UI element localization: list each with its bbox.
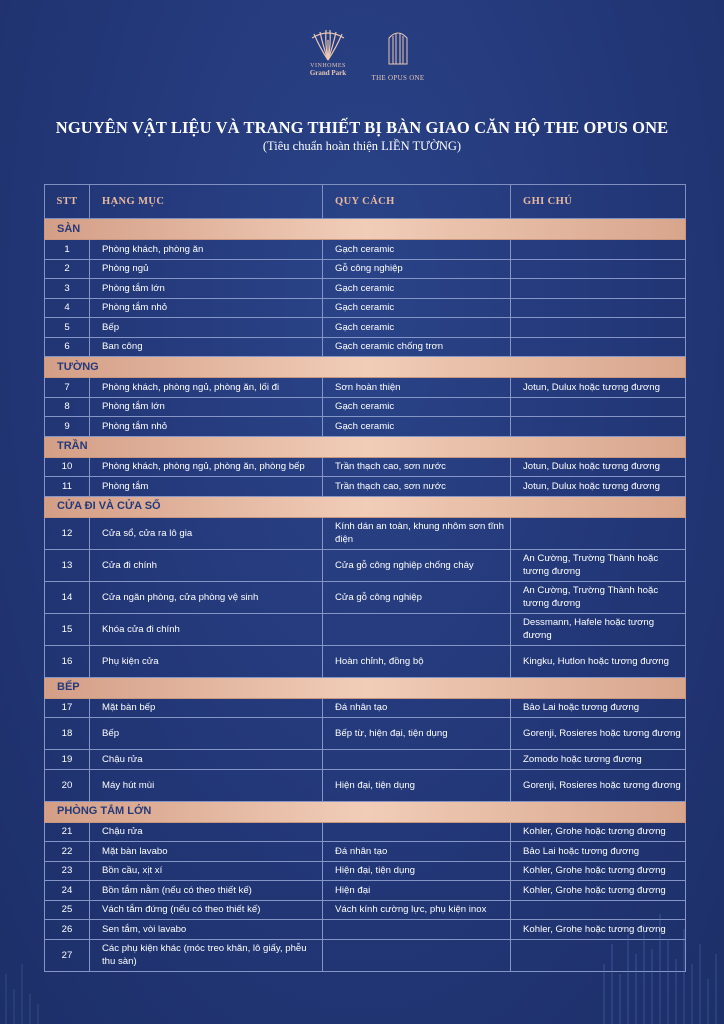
cell-note: Kohler, Grohe hoặc tương đương	[511, 861, 686, 881]
cell-spec	[323, 613, 511, 645]
cell-item: Mặt bàn bếp	[90, 698, 323, 718]
cell-item: Chậu rửa	[90, 822, 323, 842]
cell-stt: 12	[45, 517, 90, 549]
cell-spec: Gạch ceramic chống trơn	[323, 337, 511, 357]
cell-spec: Trần thạch cao, sơn nước	[323, 457, 511, 477]
cell-item: Chậu rửa	[90, 750, 323, 770]
table-row	[45, 581, 686, 613]
cell-stt: 21	[45, 822, 90, 842]
cell-item: Phòng ngủ	[90, 259, 323, 279]
cell-stt: 15	[45, 613, 90, 645]
cell-spec: Trần thạch cao, sơn nước	[323, 477, 511, 497]
page-title: NGUYÊN VẬT LIỆU VÀ TRANG THIẾT BỊ BÀN GIAO CĂN HỘ THE OPUS ONE	[55, 118, 669, 137]
cell-note: Kohler, Grohe hoặc tương đương	[511, 920, 686, 940]
section-row	[45, 219, 686, 240]
cell-spec: Gạch ceramic	[323, 279, 511, 299]
cell-stt: 24	[45, 881, 90, 901]
cell-item: Cửa ngăn phòng, cửa phòng vệ sinh	[90, 581, 323, 613]
cell-stt: 27	[45, 939, 90, 971]
cell-item: Cửa đi chính	[90, 549, 323, 581]
section-row	[45, 801, 686, 822]
cell-stt: 8	[45, 397, 90, 417]
section-row	[45, 496, 686, 517]
cell-note: Kohler, Grohe hoặc tương đương	[511, 822, 686, 842]
cell-spec: Đá nhân tạo	[323, 698, 511, 718]
cell-note: Zomodo hoặc tương đương	[511, 750, 686, 770]
cell-stt: 11	[45, 477, 90, 497]
cell-spec: Hoàn chỉnh, đồng bộ	[323, 645, 511, 677]
cell-spec: Cửa gỗ công nghiệp chống cháy	[323, 549, 511, 581]
table-row	[45, 279, 686, 299]
cell-spec: Cửa gỗ công nghiệp	[323, 581, 511, 613]
cell-stt: 18	[45, 718, 90, 750]
cell-note: Jotun, Dulux hoặc tương đương	[511, 477, 686, 497]
cell-item: Phòng tắm nhỏ	[90, 417, 323, 437]
header-stt: STT	[45, 185, 90, 219]
cell-spec: Gạch ceramic	[323, 417, 511, 437]
table-row	[45, 718, 686, 750]
cell-note: An Cường, Trường Thành hoặc tương đương	[511, 549, 686, 581]
section-title: PHÒNG TẮM LỚN	[45, 801, 686, 822]
cell-note	[511, 417, 686, 437]
cell-note	[511, 397, 686, 417]
table-row	[45, 549, 686, 581]
table-row	[45, 259, 686, 279]
cell-spec: Sơn hoàn thiện	[323, 378, 511, 398]
cell-note	[511, 279, 686, 299]
cell-stt: 2	[45, 259, 90, 279]
table-row	[45, 881, 686, 901]
cell-note: Bảo Lai hoặc tương đương	[511, 698, 686, 718]
section-row	[45, 436, 686, 457]
cell-stt: 23	[45, 861, 90, 881]
cell-note: An Cường, Trường Thành hoặc tương đương	[511, 581, 686, 613]
cell-item: Phòng tắm lớn	[90, 279, 323, 299]
cell-stt: 26	[45, 920, 90, 940]
table-row	[45, 769, 686, 801]
cell-note: Gorenji, Rosieres hoặc tương đương	[511, 718, 686, 750]
cell-note	[511, 259, 686, 279]
cell-stt: 20	[45, 769, 90, 801]
cell-note: Kohler, Grohe hoặc tương đương	[511, 881, 686, 901]
section-title: SÀN	[45, 219, 686, 240]
cell-stt: 13	[45, 549, 90, 581]
cell-spec: Gạch ceramic	[323, 298, 511, 318]
cell-stt: 5	[45, 318, 90, 338]
cell-item: Sen tắm, vòi lavabo	[90, 920, 323, 940]
cell-note: Jotun, Dulux hoặc tương đương	[511, 457, 686, 477]
vinhomes-logo: VINHOMES Grand Park	[300, 28, 356, 77]
cell-item: Bếp	[90, 318, 323, 338]
cell-stt: 25	[45, 900, 90, 920]
cell-stt: 3	[45, 279, 90, 299]
cell-stt: 1	[45, 240, 90, 260]
table-row	[45, 397, 686, 417]
table-row	[45, 318, 686, 338]
cell-note: Jotun, Dulux hoặc tương đương	[511, 378, 686, 398]
cell-spec: Gạch ceramic	[323, 318, 511, 338]
section-title: CỬA ĐI VÀ CỬA SỐ	[45, 496, 686, 517]
cell-note	[511, 517, 686, 549]
cell-item: Phòng tắm lớn	[90, 397, 323, 417]
page-subtitle: (Tiêu chuẩn hoàn thiện LIỀN TƯỜNG)	[262, 139, 462, 153]
cell-spec	[323, 939, 511, 971]
table-body	[45, 219, 686, 972]
cell-stt: 7	[45, 378, 90, 398]
table-row	[45, 417, 686, 437]
cell-spec	[323, 822, 511, 842]
cell-note: Dessmann, Hafele hoặc tương đương	[511, 613, 686, 645]
cell-note	[511, 298, 686, 318]
cell-item: Mặt bàn lavabo	[90, 842, 323, 862]
table-row	[45, 517, 686, 549]
section-row	[45, 677, 686, 698]
cell-note	[511, 240, 686, 260]
cell-item: Bếp	[90, 718, 323, 750]
cell-item: Bồn tắm nằm (nếu có theo thiết kế)	[90, 881, 323, 901]
table-header-row	[45, 185, 686, 219]
cell-item: Phòng khách, phòng ngủ, phòng ăn, phòng bếp	[90, 457, 323, 477]
vinhomes-emblem-icon	[310, 28, 346, 62]
section-row	[45, 357, 686, 378]
cell-spec: Gỗ công nghiệp	[323, 259, 511, 279]
cell-item: Vách tắm đứng (nếu có theo thiết kế)	[90, 900, 323, 920]
cell-spec: Bếp từ, hiện đại, tiện dụng	[323, 718, 511, 750]
cell-note: Bảo Lai hoặc tương đương	[511, 842, 686, 862]
header-spec: QUY CÁCH	[323, 185, 511, 219]
cell-stt: 9	[45, 417, 90, 437]
cell-spec: Hiện đại, tiện dụng	[323, 861, 511, 881]
cell-stt: 10	[45, 457, 90, 477]
cell-item: Ban công	[90, 337, 323, 357]
table-row	[45, 645, 686, 677]
table-row	[45, 457, 686, 477]
table-row	[45, 861, 686, 881]
table-row	[45, 698, 686, 718]
header-note: GHI CHÚ	[511, 185, 686, 219]
cell-spec: Gạch ceramic	[323, 397, 511, 417]
cell-spec	[323, 750, 511, 770]
cell-stt: 6	[45, 337, 90, 357]
table-row	[45, 378, 686, 398]
cell-item: Khóa cửa đi chính	[90, 613, 323, 645]
cell-item: Cửa sổ, cửa ra lô gia	[90, 517, 323, 549]
table-row	[45, 750, 686, 770]
opus-one-tower-icon	[386, 28, 410, 66]
opus-one-logo: THE OPUS ONE	[366, 28, 430, 82]
section-title: TRẦN	[45, 436, 686, 457]
materials-table	[44, 184, 686, 972]
cell-stt: 19	[45, 750, 90, 770]
table-row	[45, 337, 686, 357]
cell-spec: Vách kính cường lực, phụ kiện inox	[323, 900, 511, 920]
cell-item: Phòng khách, phòng ăn	[90, 240, 323, 260]
cell-spec	[323, 920, 511, 940]
table-row	[45, 298, 686, 318]
table-row	[45, 842, 686, 862]
logo-area	[0, 28, 724, 88]
table-row	[45, 240, 686, 260]
cell-spec: Gạch ceramic	[323, 240, 511, 260]
cell-stt: 14	[45, 581, 90, 613]
table-row	[45, 613, 686, 645]
cell-item: Máy hút mùi	[90, 769, 323, 801]
cell-note: Gorenji, Rosieres hoặc tương đương	[511, 769, 686, 801]
cell-stt: 17	[45, 698, 90, 718]
table-row	[45, 477, 686, 497]
cell-item: Các phụ kiện khác (móc treo khăn, lô giấy, phễu thu sàn)	[90, 939, 323, 971]
section-title: BẾP	[45, 677, 686, 698]
cell-spec: Đá nhân tạo	[323, 842, 511, 862]
cell-item: Bồn cầu, xịt xí	[90, 861, 323, 881]
table-row	[45, 822, 686, 842]
cell-stt: 22	[45, 842, 90, 862]
cell-note: Kingku, Hutlon hoặc tương đương	[511, 645, 686, 677]
cell-item: Phụ kiện cửa	[90, 645, 323, 677]
skyline-decoration-icon	[564, 904, 724, 1024]
cell-note	[511, 318, 686, 338]
cell-item: Phòng khách, phòng ngủ, phòng ăn, lối đi	[90, 378, 323, 398]
header-item: HẠNG MỤC	[90, 185, 323, 219]
cell-note	[511, 337, 686, 357]
section-title: TƯỜNG	[45, 357, 686, 378]
cell-item: Phòng tắm nhỏ	[90, 298, 323, 318]
cell-spec: Hiện đại	[323, 881, 511, 901]
cell-spec: Hiện đại, tiện dụng	[323, 769, 511, 801]
cell-stt: 16	[45, 645, 90, 677]
cell-item: Phòng tắm	[90, 477, 323, 497]
cell-stt: 4	[45, 298, 90, 318]
skyline-left-decoration-icon	[0, 954, 60, 1024]
cell-spec: Kính dán an toàn, khung nhôm sơn tĩnh điện	[323, 517, 511, 549]
